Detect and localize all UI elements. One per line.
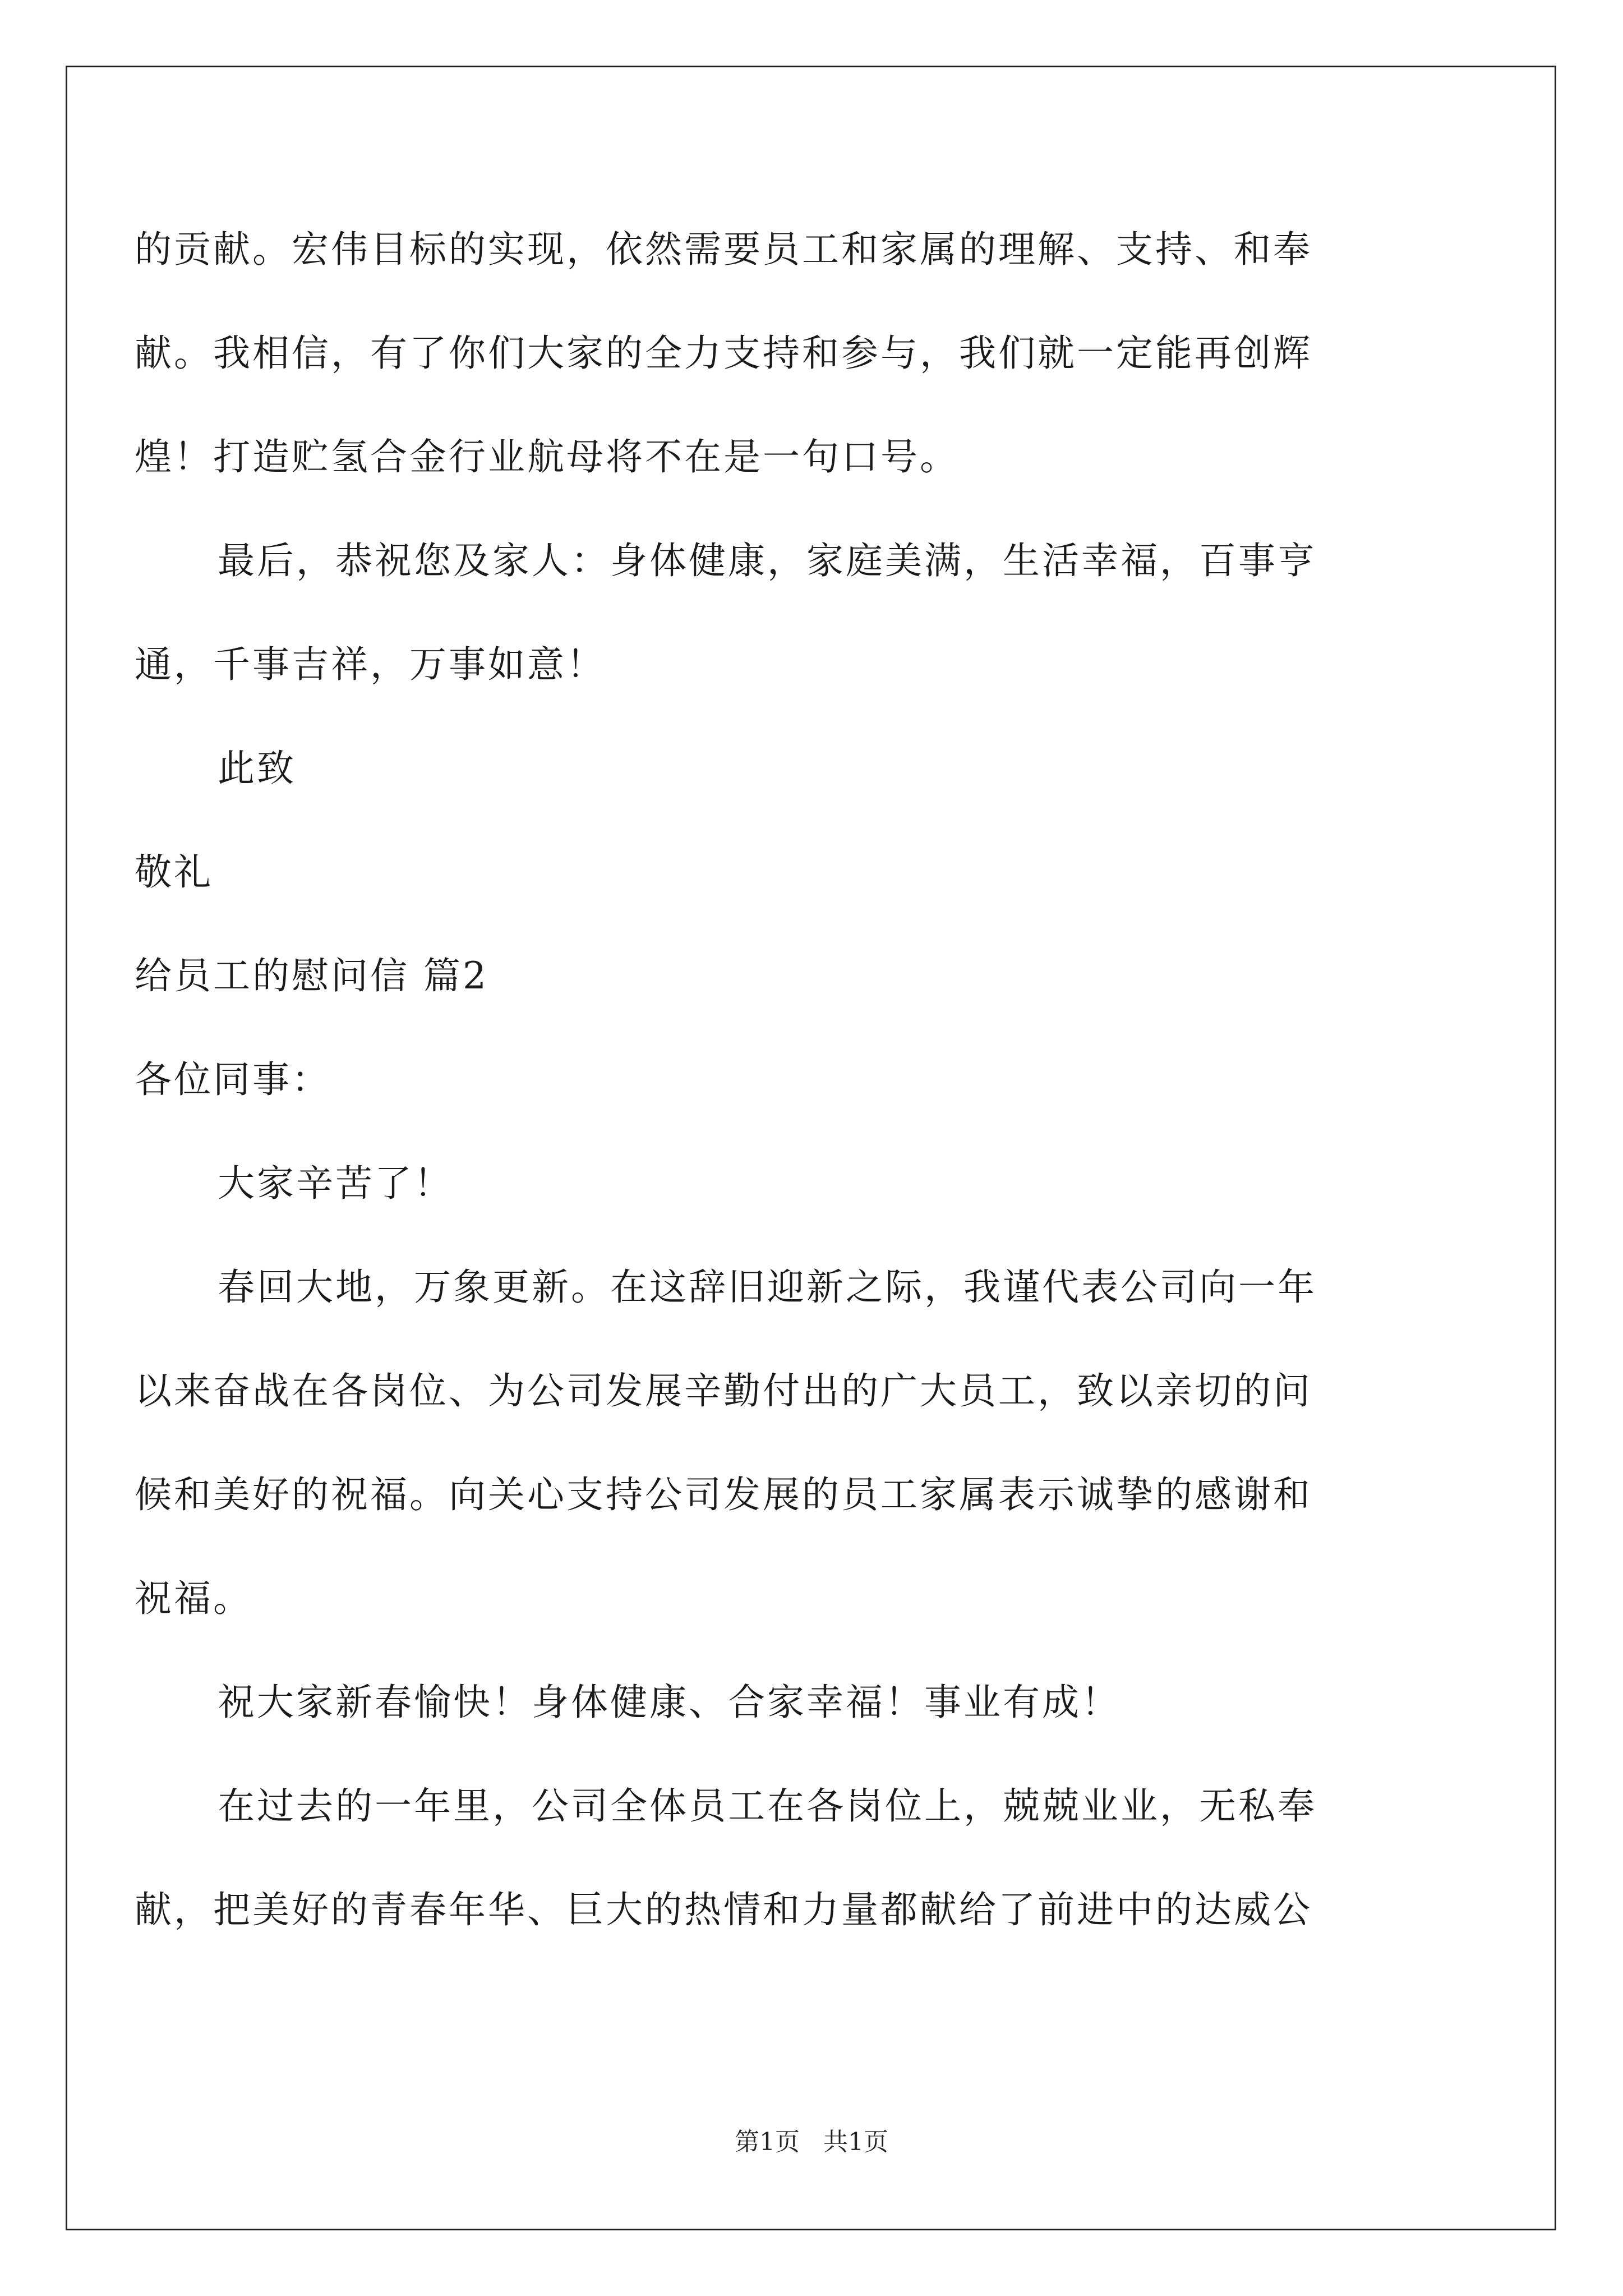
greeting: 各位同事：: [135, 1058, 331, 1101]
section-title: 给员工的慰问信 篇2: [135, 954, 488, 997]
text-line: 在过去的一年里，公司全体员工在各岗位上，兢兢业业，无私奉: [218, 1784, 1317, 1828]
page-footer: 第1页 共1页: [735, 2128, 888, 2156]
text-line: 献，把美好的青春年华、巨大的热情和力量都献给了前进中的达威公: [135, 1888, 1312, 1931]
text-line: 煌！打造贮氢合金行业航母将不在是一句口号。: [135, 435, 959, 478]
text-line: 候和美好的祝福。向关心支持公司发展的员工家属表示诚挚的感谢和: [135, 1473, 1312, 1516]
document-body: [135, 197, 1447, 1962]
text-line: 祝福。: [135, 1577, 252, 1620]
text-line: 最后，恭祝您及家人：身体健康，家庭美满，生活幸福，百事亨: [218, 539, 1317, 582]
text-line: 大家辛苦了！: [218, 1162, 453, 1205]
closing-salutation: 此致: [218, 747, 296, 790]
text-line: 献。我相信，有了你们大家的全力支持和参与，我们就一定能再创辉: [135, 332, 1312, 375]
text-line: 以来奋战在各岗位、为公司发展辛勤付出的广大员工，致以亲切的问: [135, 1369, 1312, 1412]
text-line: 春回大地，万象更新。在这辞旧迎新之际，我谨代表公司向一年: [218, 1266, 1317, 1309]
text-line: 的贡献。宏伟目标的实现，依然需要员工和家属的理解、支持、和奉: [135, 228, 1312, 271]
closing-regards: 敬礼: [135, 850, 213, 894]
text-line: 通，千事吉祥，万事如意！: [135, 643, 606, 686]
text-line: 祝大家新春愉快！身体健康、合家幸福！事业有成！: [218, 1681, 1121, 1724]
